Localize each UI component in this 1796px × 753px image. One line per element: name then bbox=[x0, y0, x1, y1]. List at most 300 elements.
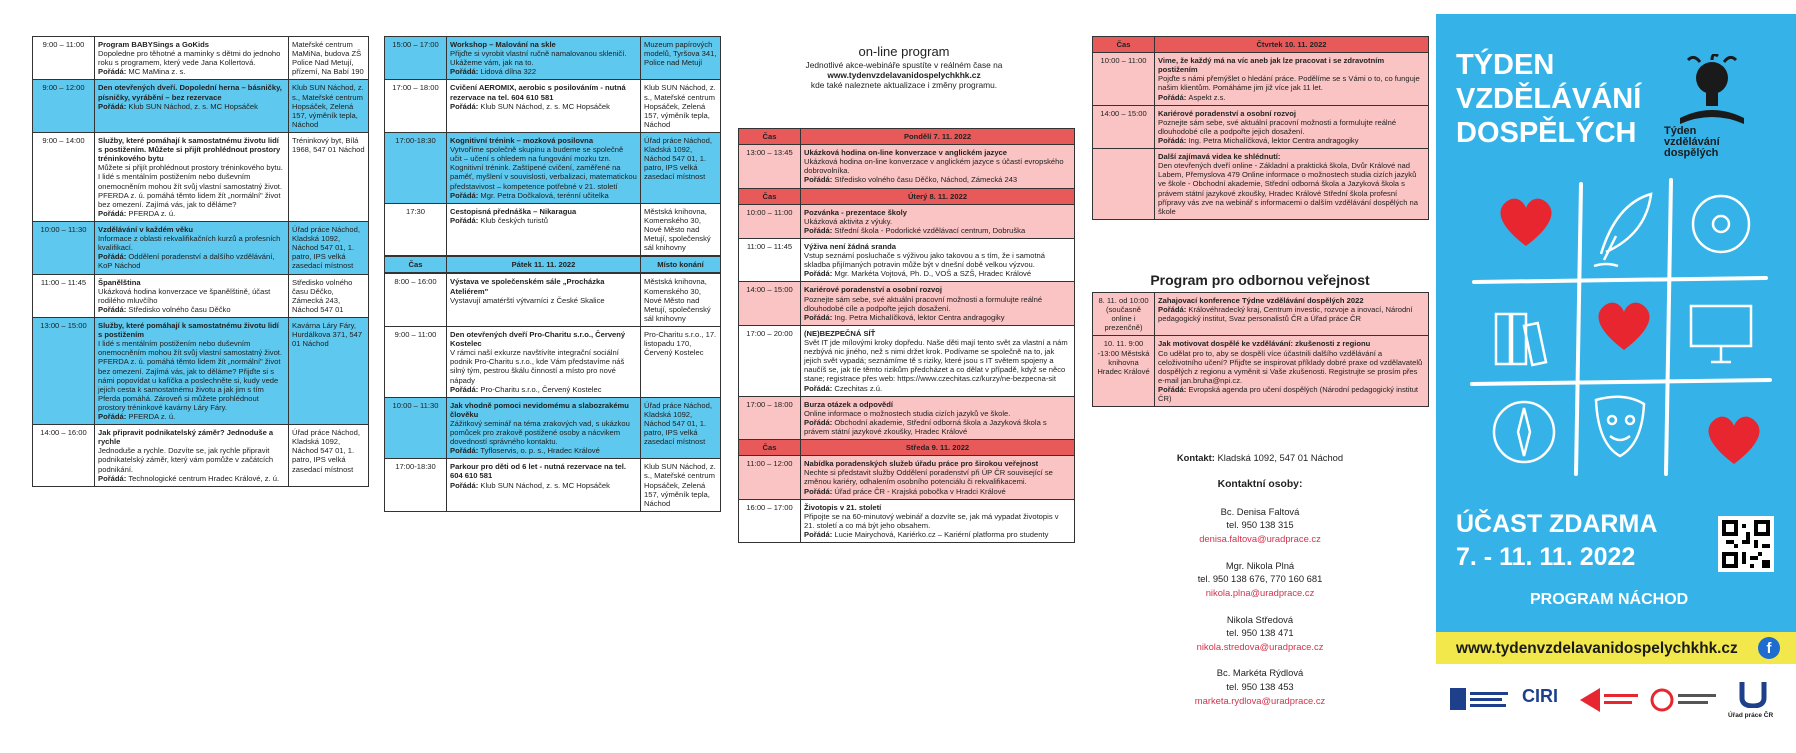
cover-title bbox=[1456, 48, 1641, 151]
organizer-value: Aspekt z.s. bbox=[1188, 92, 1226, 102]
contact-name: Nikola Středová bbox=[1226, 613, 1294, 625]
event-description bbox=[447, 80, 641, 133]
event-title: Jak motivovat dospělé ke vzdělávání: zkušenosti z regionu bbox=[1158, 339, 1371, 349]
event-description bbox=[447, 203, 641, 256]
event-body: Dopoledne pro těhotné a maminky s dětmi do jednoho roku s programem, který vede Jana Kollertová. bbox=[98, 49, 281, 68]
schedule-row bbox=[33, 274, 369, 317]
event-time: 14:00 – 15:00 bbox=[739, 282, 801, 325]
contact-person bbox=[1092, 559, 1428, 600]
event-time: 10:00 – 11:30 bbox=[385, 397, 447, 459]
schedule-row bbox=[1093, 53, 1429, 106]
organizer-label: Pořádá: bbox=[804, 486, 835, 496]
event-title: Další zajímavá videa ke shlédnutí: bbox=[1158, 152, 1281, 162]
event-time: 10:00 – 11:00 bbox=[1093, 53, 1155, 106]
event-place: Úřad práce Náchod, Kladská 1092, Náchod 547 01, 1. patro, IPS velká zasedací místnost bbox=[289, 221, 369, 274]
cover-title-line: TÝDEN bbox=[1456, 49, 1555, 81]
facebook-icon[interactable]: f bbox=[1758, 637, 1780, 659]
logo-text-line: Týden bbox=[1664, 125, 1697, 137]
organizer-label: Pořádá: bbox=[804, 529, 835, 539]
schedule-row bbox=[739, 204, 1075, 238]
schedule-row bbox=[385, 80, 721, 133]
schedule-row bbox=[385, 203, 721, 256]
event-time: 10:00 – 11:00 bbox=[739, 204, 801, 238]
online-program-header bbox=[738, 44, 1070, 90]
event-title: Cvičení AEROMIX, aerobic s posilováním - nutná rezervace na tel. 604 610 581 bbox=[450, 83, 626, 102]
event-description bbox=[801, 325, 1075, 396]
event-organizer bbox=[1158, 136, 1425, 145]
organizer-label: Pořádá: bbox=[450, 190, 481, 200]
cas-header: Čas bbox=[739, 129, 801, 145]
schedule-column-1 bbox=[32, 36, 368, 487]
contact-label: Kontakt: bbox=[1176, 452, 1215, 463]
event-place: Klub SUN Náchod, z. s., Mateřské centrum Hopsáček, Zelená 157, výměník tepla, Náchod bbox=[641, 80, 721, 133]
contact-phone: tel. 950 138 471 bbox=[1226, 627, 1294, 639]
event-time: 16:00 – 17:00 bbox=[739, 499, 801, 542]
event-organizer bbox=[804, 384, 1071, 393]
day-title: Pondělí 7. 11. 2022 bbox=[801, 129, 1075, 145]
schedule-row bbox=[385, 274, 721, 327]
heart-icon bbox=[1708, 417, 1759, 464]
event-organizer bbox=[98, 252, 285, 270]
event-title: Výstava ve společenském sále „Procházka Ateliérem" bbox=[450, 277, 605, 296]
ciri-logo: CIRI bbox=[1522, 686, 1558, 706]
organizer-label: Pořádá: bbox=[804, 417, 835, 427]
event-title: Kariérové poradenství a osobní rozvoj bbox=[804, 285, 942, 295]
organizer-value: Střední škola - Podorlické vzdělávací centrum, Dobruška bbox=[834, 225, 1026, 235]
event-description bbox=[801, 499, 1075, 542]
online-heading: on-line program bbox=[858, 44, 950, 59]
schedule-row bbox=[33, 132, 369, 221]
event-dates: 7. - 11. 11. 2022 bbox=[1456, 543, 1636, 571]
friday-day-title: Pátek 11. 11. 2022 bbox=[447, 257, 641, 273]
event-time: 14:00 – 15:00 bbox=[1093, 105, 1155, 148]
kraj-logo-icon bbox=[1580, 686, 1640, 714]
theatre-masks-icon bbox=[1596, 397, 1644, 456]
computer-icon bbox=[1691, 306, 1751, 362]
event-title: Životopis v 21. století bbox=[804, 502, 882, 512]
contact-address-value: Kladská 1092, 547 01 Náchod bbox=[1217, 452, 1344, 463]
program-location: PROGRAM NÁCHOD bbox=[1530, 591, 1689, 608]
cover-panel bbox=[1436, 14, 1796, 664]
event-place: Úřad práce Náchod, Kladská 1092, Náchod 547 01, 1. patro, IPS velká zasedací místnost bbox=[641, 397, 721, 459]
schedule-row bbox=[739, 499, 1075, 542]
event-description bbox=[447, 132, 641, 203]
event-body: Vystavují amatérští výtvarníci z České Skalice bbox=[450, 295, 605, 305]
event-time: 14:00 – 16:00 bbox=[33, 425, 95, 487]
event-organizer bbox=[98, 412, 285, 421]
event-organizer bbox=[804, 269, 1071, 278]
organizer-value: Královéhradecký kraj, Centrum investic, rozvoje a inovací, Národní pedagogický institut, Svaz personalistů ČR a Úřad práce ČR bbox=[1158, 305, 1413, 324]
event-title: Jak připravit podnikatelský záměr? Jednoduše a rychle bbox=[98, 428, 274, 447]
organizer-value: Středisko volného času Děčko bbox=[128, 304, 231, 314]
event-organizer bbox=[450, 481, 637, 490]
online-line1: Jednotlivé akce-webináře spustíte v reálném čase na bbox=[805, 59, 1003, 70]
event-time: 15:00 – 17:00 bbox=[385, 37, 447, 80]
event-description bbox=[447, 459, 641, 512]
organizer-value: Klub českých turistů bbox=[480, 215, 548, 225]
event-title: (NE)BEZPEČNÁ SÍŤ bbox=[804, 328, 876, 338]
day-title: Středa 9. 11. 2022 bbox=[801, 440, 1075, 456]
cover-logo-text bbox=[1664, 126, 1720, 159]
event-body: Ukázková aktivita z výuky. bbox=[804, 216, 893, 226]
schedule-row bbox=[33, 317, 369, 424]
event-place: Mateřské centrum MaMiNa, budova ZŠ Police Nad Metují, přízemí, Na Babí 190 bbox=[289, 37, 369, 80]
schedule-row bbox=[739, 325, 1075, 396]
organizer-label: Pořádá: bbox=[450, 480, 481, 490]
organizer-label: Pořádá: bbox=[1158, 384, 1189, 394]
schedule-row bbox=[385, 37, 721, 80]
event-title: Workshop – Malování na skle bbox=[450, 40, 556, 49]
organizer-value: Pro-Charitu s.r.o., Červený Kostelec bbox=[480, 384, 602, 394]
schedule-row bbox=[33, 425, 369, 487]
organizer-value: Lidová dílna 322 bbox=[480, 67, 537, 77]
schedule-row bbox=[1093, 105, 1429, 148]
partner-logo-4-icon bbox=[1650, 686, 1720, 714]
event-place: Muzeum papírových modelů, Tyršova 341, Police nad Metují bbox=[641, 37, 721, 80]
event-organizer bbox=[98, 305, 285, 314]
event-title: Ukázková hodina on-line konverzace v anglickém jazyce bbox=[804, 148, 1008, 158]
event-organizer bbox=[804, 487, 1071, 496]
event-place: Městská knihovna, Komenského 30, Nové Město nad Metují, společenský sál knihovny bbox=[641, 274, 721, 327]
contact-name: Mgr. Nikola Plná bbox=[1225, 559, 1295, 571]
event-organizer bbox=[804, 226, 1071, 235]
event-title: Vime, že každý má na víc aneb jak lze pracovat i se zdravotním postižením bbox=[1158, 56, 1385, 75]
event-organizer bbox=[450, 446, 637, 455]
online-schedule bbox=[738, 128, 1074, 543]
cover-title-line: DOSPĚLÝCH bbox=[1456, 117, 1637, 150]
event-place: Klub SUN Náchod, z. s., Mateřské centrum Hopsáček, Zelená 157, výměník tepla, Náchod bbox=[289, 80, 369, 133]
event-time: 17:00 – 18:00 bbox=[739, 396, 801, 439]
organizer-value: Evropská agenda pro učení dospělých (Národní pedagogický institut ČR) bbox=[1158, 384, 1419, 404]
organizer-value: Klub SUN Náchod, z. s. MC Hopsáček bbox=[128, 101, 258, 111]
event-time: 13:00 – 13:45 bbox=[739, 145, 801, 188]
organizer-label: Pořádá: bbox=[1158, 305, 1189, 315]
contact-person bbox=[1092, 505, 1428, 546]
event-title: Služby, které pomáhají k samostatnému životu lidí s postižením. Můžete si přijít prohlédnout prostory tréninkového bytu bbox=[98, 135, 281, 164]
cover-url-link[interactable]: www.tydenvzdelavanidospelychkhk.cz bbox=[1456, 640, 1738, 657]
event-body: Pojďte s námi přemýšlet o hledání práce. Podělíme se s Vámi o to, co funguje našim klientům. Pomáháme jim již více jak 11 let. bbox=[1158, 74, 1420, 93]
event-body: I lidé s mentálním postižením nebo duševním onemocněním mohou žít svůj vlastní samostatný život. PFERDA z. ú. pomáhá těmto lidem žít „normální" život bez omezení. Zajímá vás, jak to děláme? Přijďte si s námi popovídat u kafíčka a poslechněte si, kudy vede jejich cesta k samostatnému životu a jak jim s tím Pferda pomáhá. Zároveň si můžete prohlédnout prostory tréninkové kavárny Láry Fáry. bbox=[98, 339, 283, 412]
organizer-label: Pořádá: bbox=[804, 269, 835, 279]
organizer-value: Tyfloservis, o. p. s., Hradec Králové bbox=[480, 446, 600, 456]
event-organizer bbox=[98, 67, 285, 76]
organizer-label: Pořádá: bbox=[1158, 135, 1189, 145]
event-organizer bbox=[1158, 93, 1425, 102]
feather-pen-icon bbox=[1594, 194, 1651, 266]
organizer-value: Klub SUN Náchod, z. s. MC Hopsáček bbox=[480, 480, 610, 490]
logo-text-line: dospělých bbox=[1664, 147, 1719, 159]
event-title: Jak vhodně pomoci nevidomému a slabozrakému člověku bbox=[450, 400, 629, 419]
contact-name: Bc. Markéta Rýdlová bbox=[1216, 667, 1304, 679]
event-organizer bbox=[450, 216, 637, 225]
event-time: 9:00 – 11:00 bbox=[385, 326, 447, 397]
event-organizer bbox=[804, 530, 1071, 539]
event-description bbox=[95, 80, 289, 133]
schedule-row bbox=[739, 396, 1075, 439]
organizer-label: Pořádá: bbox=[804, 175, 835, 185]
event-description bbox=[801, 456, 1075, 499]
event-title: Kognitivní trénink – mozková posilovna bbox=[450, 135, 594, 145]
event-title: Program BABYSings a GoKids bbox=[98, 40, 209, 49]
organizer-label: Pořádá: bbox=[98, 412, 129, 422]
cas-header: Čas bbox=[739, 188, 801, 204]
gear-head-icon bbox=[1693, 196, 1749, 252]
organizer-label: Pořádá: bbox=[804, 312, 835, 322]
organizer-label: Pořádá: bbox=[450, 384, 481, 394]
event-time: 17:30 bbox=[385, 203, 447, 256]
compass-icon bbox=[1494, 402, 1554, 462]
schedule-row bbox=[33, 221, 369, 274]
organizer-value: Oddělení poradenství a dalšího vzdělávání, KoP Náchod bbox=[98, 252, 275, 271]
event-time: 9:00 – 12:00 bbox=[33, 80, 95, 133]
thursday-schedule bbox=[1092, 36, 1428, 220]
event-time: 9:00 – 11:00 bbox=[33, 37, 95, 80]
event-organizer bbox=[450, 191, 637, 200]
event-title: Vzdělávání v každém věku bbox=[98, 224, 193, 234]
event-time bbox=[1093, 149, 1155, 220]
event-description bbox=[801, 396, 1075, 439]
cover-title-line: VZDĚLÁVÁNÍ bbox=[1456, 83, 1642, 116]
contact-email-link[interactable]: nikola.plna@uradprace.cz bbox=[1205, 586, 1315, 598]
event-time: 17:00 – 18:00 bbox=[385, 80, 447, 133]
contact-email-link[interactable]: nikola.stredova@uradprace.cz bbox=[1196, 640, 1324, 652]
event-organizer bbox=[450, 102, 637, 111]
schedule-row bbox=[385, 132, 721, 203]
contact-person bbox=[1092, 613, 1428, 654]
event-title: Parkour pro děti od 6 let - nutná rezervace na tel. 604 610 581 bbox=[450, 462, 626, 481]
qr-code-icon[interactable] bbox=[1718, 516, 1774, 572]
event-body: Přijďte si vyrobit vlastní ručně namalovanou skleničí. Ukážeme vám, jak na to. bbox=[450, 49, 627, 68]
event-organizer bbox=[98, 474, 285, 483]
contact-email-link[interactable]: denisa.faltova@uradprace.cz bbox=[1199, 533, 1321, 545]
event-time: 13:00 – 15:00 bbox=[33, 317, 95, 424]
organizer-value: Czechitas z.ú. bbox=[834, 383, 883, 393]
event-description bbox=[1155, 105, 1429, 148]
organizer-value: Mgr. Petra Dočkalová, terénní učitelka bbox=[480, 190, 609, 200]
event-place: Středisko volného času Děčko, Zámecká 243, Náchod 547 01 bbox=[289, 274, 369, 317]
event-title: Španělština bbox=[98, 277, 141, 287]
event-description bbox=[1155, 336, 1429, 407]
event-time: 8. 11. od 10:00 (současně online i prezenčně) bbox=[1093, 293, 1155, 336]
event-place: Městská knihovna, Komenského 30, Nové Město nad Metují, společenský sál knihovny bbox=[641, 203, 721, 256]
event-organizer bbox=[1158, 385, 1425, 403]
organizer-value: PFERDA z. ú. bbox=[128, 208, 176, 218]
schedule-row bbox=[385, 326, 721, 397]
free-entry-label: ÚČAST ZDARMA bbox=[1456, 510, 1658, 538]
event-description bbox=[801, 282, 1075, 325]
organizer-label: Pořádá: bbox=[450, 446, 481, 456]
event-body: Připojte se na 60-minutový webinář a dozvíte se, jak má vypadat životopis v 21. století a co má být jeho obsahem. bbox=[804, 511, 1059, 530]
event-body: Den otevřených dveří online - Základní a praktická škola, Dvůr Králové nad Labem, Přemyslova 479 Online informace o možnostech studia cizích jazyků ve škole - Obchodní akademie, Střední odborná škola a Jazyková škola s právem státní jazykové zkoušky, Hradec Králové Střední škola profesní přípravy vás zve na webinář s informacemi o dalším vzdělávání dospělých na škole bbox=[1158, 161, 1418, 216]
event-description bbox=[95, 221, 289, 274]
contact-phone: tel. 950 138 315 bbox=[1226, 519, 1294, 531]
event-body: Jednoduše a rychle. Dozvíte se, jak rychle připravit podnikatelský záměr, který vám pomůže v začátcích podnikání. bbox=[98, 446, 274, 474]
event-description bbox=[447, 397, 641, 459]
event-place: Úřad práce Náchod, Kladská 1092, Náchod 547 01, 1. patro, IPS velká zasedací místnost bbox=[289, 425, 369, 487]
schedule-row bbox=[33, 37, 369, 80]
event-description bbox=[447, 274, 641, 327]
organizer-value: Mgr. Markéta Vojtová, Ph. D., VOŠ a SZŠ, Hradec Králové bbox=[834, 269, 1032, 279]
event-description bbox=[801, 204, 1075, 238]
event-time: 11:00 – 11:45 bbox=[33, 274, 95, 317]
schedule-row bbox=[739, 145, 1075, 188]
organizer-label: Pořádá: bbox=[98, 304, 129, 314]
event-description bbox=[95, 425, 289, 487]
event-title: Den otevřených dveří Pro-Charitu s.r.o., Červený Kostelec bbox=[450, 329, 626, 349]
organizer-value: Úřad práce ČR - Krajská pobočka v Hradci Králové bbox=[834, 486, 1006, 496]
urad-prace-logo-icon bbox=[1736, 678, 1770, 708]
urad-prace-logo-text: Úřad práce ČR bbox=[1728, 712, 1774, 719]
heart-icon bbox=[1500, 199, 1551, 246]
contact-person bbox=[1092, 666, 1428, 707]
contact-persons-heading: Kontaktní osoby: bbox=[1217, 479, 1303, 491]
heart-icon bbox=[1598, 303, 1649, 350]
event-title: Den otevřených dveří. Dopolední herna – básničky, písničky, vyrábění – bez rezervace bbox=[98, 83, 282, 102]
contact-phone: tel. 950 138 453 bbox=[1226, 681, 1294, 693]
event-organizer bbox=[98, 102, 285, 111]
event-body: Svět IT jde mílovými kroky dopředu. Naše děti mají tento svět za vlastní a nám nezbývá nic jiného, než s nimi držet krok. Podívame se společně na to, jak jejich svět vypadá; seznámíme tě s riziky, které jsou s IT světem spojeny a naučíš se, jak tíe těmto rizikům předcházet a co dělat v případě, když se něco stane; registrace přes web: https://www.czechitas.cz/kurzy/ne-bezpecna-sit bbox=[804, 337, 1068, 384]
schedule-row bbox=[739, 238, 1075, 281]
day-title: Úterý 8. 11. 2022 bbox=[801, 188, 1075, 204]
event-body: V rámci naší exkurze navštívíte integrační sociální podnik Pro-Charitu s.r.o., kde Vám představíme náš silný tým, pestrou škálu činností a místo pro nové nápady bbox=[450, 348, 625, 385]
organizer-value: Technologické centrum Hradec Králové, z. ú. bbox=[128, 473, 280, 483]
friday-header-row bbox=[385, 257, 721, 273]
event-time: 17:00 – 20:00 bbox=[739, 325, 801, 396]
contact-phone: tel. 950 138 676, 770 160 681 bbox=[1197, 573, 1323, 585]
partner-logos bbox=[1440, 676, 1796, 736]
event-organizer bbox=[450, 385, 637, 394]
organizer-label: Pořádá: bbox=[1158, 92, 1189, 102]
event-body: Nechte si představit služby Oddělení poradenství při ÚP ČR související se změnou kariéry, odhalením osobního potenciálu či rekvalifikacemi. bbox=[804, 468, 1053, 487]
online-line2: kde také naleznete aktualizace i změny programu. bbox=[810, 79, 998, 90]
cas-header: Čas bbox=[739, 440, 801, 456]
contact-email-link[interactable]: marketa.rydlova@uradprace.cz bbox=[1194, 694, 1326, 706]
event-title: Nabídka poradenských služeb úřadu práce pro širokou veřejnost bbox=[804, 459, 1039, 469]
reading-figure-logo-icon bbox=[1672, 54, 1752, 126]
organizer-value: Lucie Mairychová, Kariérko.cz – Kariérní platforma pro studenty bbox=[834, 529, 1049, 539]
books-icon bbox=[1496, 314, 1546, 365]
event-title: Pozvánka - prezentace školy bbox=[804, 207, 907, 217]
organizer-label: Pořádá: bbox=[98, 208, 129, 218]
event-body: Informace z oblasti rekvalifikačních kurzů a profesních kvalifikací. bbox=[98, 234, 281, 253]
logo-text-line: vzdělávání bbox=[1664, 136, 1720, 148]
organizer-label: Pořádá: bbox=[804, 383, 835, 393]
event-body: Vytvoříme společně skupinu a budeme se společně učit – učení s ohledem na fungování mozku tzn. Kognitivní trénink. Zaštípené cvičení, zaměřené na paměť, myšlení v souvislosti, verbalizaci, matematickou představivost – kompetence potřebné v 21. století bbox=[450, 145, 637, 191]
event-description bbox=[95, 274, 289, 317]
day-header-row bbox=[1093, 37, 1429, 53]
event-description bbox=[447, 37, 641, 80]
event-organizer bbox=[804, 313, 1071, 322]
cas-header: Čas bbox=[385, 257, 447, 273]
organizer-value: MC MaMina z. s. bbox=[128, 67, 186, 77]
organizer-label: Pořádá: bbox=[804, 225, 835, 235]
event-description bbox=[1155, 149, 1429, 220]
event-place: Pro-Charitu s.r.o., 17. listopadu 170, Červený Kostelec bbox=[641, 326, 721, 397]
event-title: Burza otázek a odpovědí bbox=[804, 399, 894, 409]
event-description bbox=[95, 132, 289, 221]
organizer-label: Pořádá: bbox=[98, 252, 129, 262]
event-organizer bbox=[98, 209, 285, 218]
event-body: Ukázková hodina konverzace ve španělštině, účast rodilého mluvčího bbox=[98, 286, 271, 305]
schedule-row bbox=[1093, 293, 1429, 336]
event-body: Vstup seznámí posluchače s výživou jako takovou a s tím, že i samotná skladba přijímaných potravin může být v dnešní době velkou výzvou. bbox=[804, 251, 1046, 270]
schedule-row bbox=[739, 282, 1075, 325]
organizer-value: Klub SUN Náchod, z. s. MC Hopsáček bbox=[480, 101, 610, 111]
event-organizer bbox=[804, 418, 1071, 436]
contact-address bbox=[1092, 452, 1428, 463]
organizer-label: Pořádá: bbox=[98, 473, 129, 483]
misto-header: Místo konání bbox=[641, 257, 721, 273]
day-header-row bbox=[739, 440, 1075, 456]
schedule-column-2 bbox=[384, 36, 720, 512]
event-body: Co udělat pro to, aby se dospělí více účastnili dalšího vzdělávání a celoživotního učení? Přijďte se inspirovat příklady dobré praxe od vzdělavatelů dospělých z regionu a vyměnit si Vaše zkušenosti. Registrujte se prosím přes e-mail jan.bruha@npi.cz. bbox=[1158, 348, 1423, 385]
event-body: Ukázková hodina on-line konverzace v anglickém jazyce s účastí evropského dobrovolníka. bbox=[804, 157, 1064, 176]
event-time: 17:00-18:30 bbox=[385, 459, 447, 512]
event-organizer bbox=[450, 67, 637, 76]
online-url-link[interactable]: www.tydenvzdelavanidospelychkhk.cz bbox=[827, 69, 981, 80]
cas-header: Čas bbox=[1093, 37, 1155, 53]
event-place: Kavárna Láry Fáry, Hurdálkova 371, 547 01 Náchod bbox=[289, 317, 369, 424]
event-body: Poznejte sám sebe, své aktuální pracovní možnosti a formulujte reálné dlouhodobé cíle a podpořte jejich dosažení. bbox=[804, 294, 1043, 313]
event-time: 10. 11. 9:00 -13:00 Městská knihovna Hradec Králové bbox=[1093, 336, 1155, 407]
event-title: Cestopisná přednáška – Nikaragua bbox=[450, 206, 577, 216]
event-place: Úřad práce Náchod, Kladská 1092, Náchod 547 01, 1. patro, IPS velká zasedací místnost bbox=[641, 132, 721, 203]
event-body: Poznejte sám sebe, své aktuální pracovní možnosti a formulujte reálné dlouhodobé cíle a podpořte jejich dosažení. bbox=[1158, 117, 1397, 136]
event-place: Klub SUN Náchod, z. s., Mateřské centrum Hopsáček, Zelená 157, výměník tepla, Náchod bbox=[641, 459, 721, 512]
contacts-block bbox=[1092, 452, 1428, 720]
event-title: Zahajovací konference Týdne vzdělávání dospělých 2022 bbox=[1158, 296, 1364, 305]
organizer-label: Pořádá: bbox=[450, 215, 481, 225]
event-body: Online informace o možnostech studia cizích jazyků ve škole. bbox=[804, 408, 1011, 418]
day-header-row bbox=[739, 129, 1075, 145]
event-place: Tréninkový byt, Bílá 1968, 547 01 Náchod bbox=[289, 132, 369, 221]
day-header-row bbox=[739, 188, 1075, 204]
event-time: 17:00-18:30 bbox=[385, 132, 447, 203]
schedule-row bbox=[739, 456, 1075, 499]
professional-program-heading: Program pro odbornou veřejnost bbox=[1150, 272, 1370, 288]
organizer-value: Ing. Petra Michalíčková, lektor Centra andragogiky bbox=[834, 312, 1005, 322]
event-time: 11:00 – 11:45 bbox=[739, 238, 801, 281]
partner-logo-1-icon bbox=[1450, 684, 1510, 718]
event-description bbox=[95, 317, 289, 424]
organizer-value: PFERDA z. ú. bbox=[128, 412, 176, 422]
event-organizer bbox=[804, 175, 1071, 184]
event-description bbox=[1155, 53, 1429, 106]
organizer-value: Ing. Petra Michalíčková, lektor Centra andragogiky bbox=[1188, 135, 1359, 145]
schedule-row bbox=[385, 397, 721, 459]
event-body: Můžete si přijít prohlédnout prostory tréninkového bytu. I lidé s mentálním postižením nebo duševním onemocněním mohou žít svůj vlastní samostatný život. PFERDA z. ú. pomáhá těmto lidem žít „normální" život bez omezení. Zajímá vás, jak to děláme? bbox=[98, 163, 283, 209]
event-time: 8:00 – 16:00 bbox=[385, 274, 447, 327]
organizer-label: Pořádá: bbox=[450, 67, 481, 77]
url-bar bbox=[1436, 632, 1796, 664]
event-description bbox=[801, 238, 1075, 281]
event-title: Kariérové poradenství a osobní rozvoj bbox=[1158, 108, 1296, 118]
event-description bbox=[95, 37, 289, 80]
organizer-label: Pořádá: bbox=[98, 101, 129, 111]
event-description bbox=[447, 326, 641, 397]
schedule-row bbox=[1093, 149, 1429, 220]
schedule-row bbox=[1093, 336, 1429, 407]
schedule-row bbox=[385, 459, 721, 512]
event-time: 10:00 – 11:30 bbox=[33, 221, 95, 274]
event-description bbox=[1155, 293, 1429, 336]
organizer-label: Pořádá: bbox=[98, 67, 129, 77]
schedule-row bbox=[33, 80, 369, 133]
event-description bbox=[801, 145, 1075, 188]
organizer-label: Pořádá: bbox=[450, 101, 481, 111]
event-title: Výživa není žádná sranda bbox=[804, 241, 897, 251]
event-time: 11:00 – 12:00 bbox=[739, 456, 801, 499]
